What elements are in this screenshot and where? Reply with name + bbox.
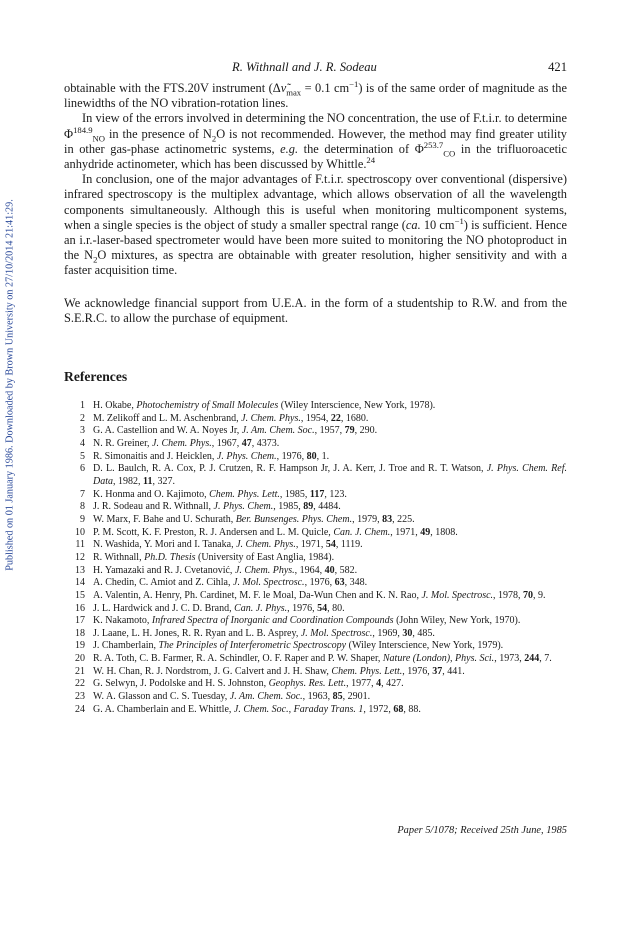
reference-item: 21 W. H. Chan, R. J. Nordstrom, J. G. Calvert and J. H. Shaw, Chem. Phys. Lett., 1976, 37, 441. [75,665,465,677]
reference-item: 3 G. A. Castellion and W. A. Noyes Jr, J. Am. Chem. Soc., 1957, 79, 290. [80,425,378,437]
running-header-authors: R. Withnall and J. R. Sodeau [232,60,377,74]
reference-item: 23 W. A. Glasson and C. S. Tuesday, J. Am. Chem. Soc., 1963, 85, 2901. [75,691,371,703]
references-heading: References [64,369,128,384]
reference-item: 14 A. Chedin, C. Amiot and Z. Cihla, J. Mol. Spectrosc., 1976, 63, 348. [75,577,368,589]
paragraph-conclusion: In conclusion, one of the major advantages of F.t.i.r. spectroscopy over conventional (dispersive) infrared spectroscopy is the multiplex advantage, which allows observation of all the wavelength components simultaneously. Although this is useful when monitoring multicomponent systems, when a single species is the object of study a smaller spectral range (ca. 10 $cm^{-1}$) is sufficient. Hence an i.r.-laser-based spectrometer would have been more suited to monitoring the NO photoproduct in the $N_2O$ mixtures, as spectra are obtainable with greater resolution, higher sensitivity and with a faster acquisition time. [64,172,568,278]
paragraph-ftir-errors: In view of the errors involved in determining the NO concentration, the use of F.t.i.r. to determine $\Phi^{184.9}_{NO}$ in the presence of $N_2O$ is not recommended. However, the method may find greater utility in other gas-phase actinometric systems, e.g. the determination of $\Phi^{253.7}_{CO}$ in the trifluoroacetic anhydride actinometer, which has been discussed by Whittle.$^{24}$ [64,111,568,172]
reference-item: 7 K. Honma and O. Kajimoto, Chem. Phys. Lett., 1985, 117, 123. [80,488,347,500]
reference-item: 12 R. Withnall, Ph.D. Thesis (University of East Anglia, 1984). [75,551,335,563]
reference-item: 1 H. Okabe, Photochemistry of Small Molecules (Wiley Interscience, New York, 1978). [80,400,436,411]
reference-item: 6 D. L. Baulch, R. A. Cox, P. J. Crutzen, R. F. Hampson Jr, J. A. Kerr, J. Troe and R. T. Watson, J. Phys. Chem. Ref. Data, 1982, 11, 327. [80,463,567,487]
reference-item: 5 R. Simonaitis and J. Heicklen, J. Phys. Chem., 1976, 80, 1. [80,450,330,462]
reference-item: 22 G. Selwyn, J. Podolske and H. S. Johnston, Geophys. Res. Lett., 1977, 4, 427. [75,678,404,690]
paragraph-acknowledgement: We acknowledge financial support from U.E.A. in the form of a studentship to R.W. and from the S.E.R.C. to allow the purchase of equipment. [64,295,567,325]
article-body [64,78,568,326]
paper-received-footer: Paper 5/1078; Received 25th June, 1985 [397,825,567,836]
reference-item: 4 N. R. Greiner, J. Chem. Phys., 1967, 47, 4373. [80,437,280,449]
reference-item: 10 P. M. Scott, K. F. Preston, R. J. Andersen and L. M. Quicle, Can. J. Chem., 1971, 49, 1808. [75,526,458,538]
reference-item: 8 J. R. Sodeau and R. Withnall, J. Phys. Chem., 1985, 89, 4484. [80,501,341,513]
reference-item: 15 A. Valentin, A. Henry, Ph. Cardinet, M. F. le Moal, Da-Wun Chen and K. N. Rao, J. Mol. Spectrosc., 1978, 70, 9. [75,589,546,601]
published-download-note: Published on 01 January 1986. Downloaded by Brown University on 27/10/2014 21:41:29. [4,199,16,571]
reference-item: 19 J. Chamberlain, The Principles of Interferometric Spectroscopy (Wiley Interscience, New York, 1979). [75,640,504,652]
reference-item: 9 W. Marx, F. Bahe and U. Schurath, Ber. Bunsenges. Phys. Chem., 1979, 83, 225. [80,513,415,525]
page-number: 421 [548,60,567,74]
paragraph-instrument-resolution: obtainable with the FTS.20V instrument ($\Delta\nũ_{max} = 0.1$ $cm^{-1}$) is of the same order of magnitude as the linewidths of the NO vibration-rotation lines. [64,78,567,111]
reference-item: 16 J. L. Hardwick and J. C. D. Brand, Can. J. Phys., 1976, 54, 80. [75,602,345,614]
reference-item: 2 M. Zelikoff and L. M. Aschenbrand, J. Chem. Phys., 1954, 22, 1680. [80,412,369,424]
reference-item: 18 J. Laane, L. H. Jones, R. R. Ryan and L. B. Asprey, J. Mol. Spectrosc., 1969, 30, 485. [75,627,435,639]
reference-item: 17 K. Nakamoto, Infrared Spectra of Inorganic and Coordination Compounds (John Wiley, New York, 1970). [75,615,521,627]
reference-item: 24 G. A. Chamberlain and E. Whittle, J. Chem. Soc., Faraday Trans. 1, 1972, 68, 88. [75,703,421,715]
reference-item: 20 R. A. Toth, C. B. Farmer, R. A. Schindler, O. F. Raper and P. W. Shaper, Nature (London), Phys. Sci., 1973, 244, 7. [75,653,552,665]
reference-item: 13 H. Yamazaki and R. J. Cvetanović, J. Chem. Phys., 1964, 40, 582. [75,564,358,576]
publication-sidebar-note [2,180,18,590]
reference-list [73,400,567,716]
reference-item: 11 N. Washida, Y. Mori and I. Tanaka, J. Chem. Phys., 1971, 54, 1119. [75,539,363,551]
